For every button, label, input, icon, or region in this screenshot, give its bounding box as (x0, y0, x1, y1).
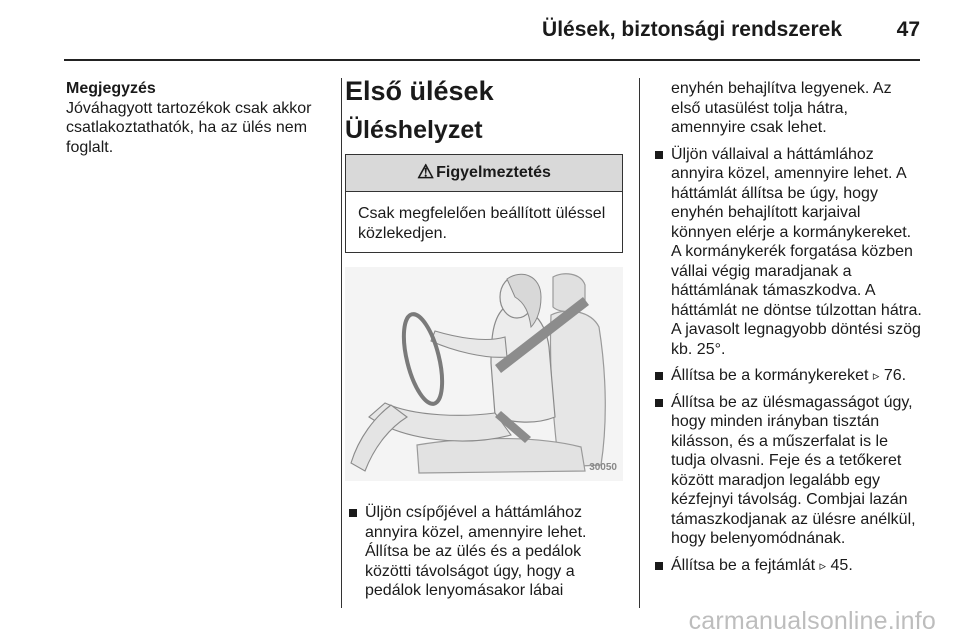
middle-column (345, 76, 625, 608)
warning-box (345, 154, 623, 253)
warning-triangle-icon: ⚠ (417, 162, 435, 184)
driver-seat-illustration (345, 267, 623, 481)
cross-reference-link[interactable]: 45. (830, 556, 853, 574)
list-item: Üljön vállaival a háttámlához annyira közel, amennyire lehet. A háttámlát állítsa be úgy, hogy enyhén behajlított karjaival könnyen elérje a kormánykereket. A kormánykerék forgatása közben vállai végig maradjanak a háttámlának támaszkodva. A háttámlát ne döntse túlzottan hátra. A javasolt legnagyobb döntési szög kb. 25°. (651, 145, 923, 360)
list-item (651, 556, 923, 576)
warning-header (346, 155, 622, 192)
header-title: Ülések, biztonsági rendszerek (542, 18, 842, 41)
list-item-text: Állítsa be a kormánykereket (671, 367, 869, 384)
warning-title: Figyelmeztetés (436, 164, 551, 182)
bullet-list-middle (345, 503, 625, 601)
watermark: carmanualsonline.info (688, 607, 936, 635)
header-rule (64, 59, 920, 61)
left-column (66, 79, 328, 157)
note-text: Jóváhagyott tartozékok csak akkor csatlakoztathatók, ha az ülés nem foglalt. (66, 99, 312, 156)
bullet-list-right (651, 79, 923, 575)
driver-seat-illustration-svg (345, 267, 623, 481)
list-item-text: Állítsa be a fejtámlát (671, 556, 816, 574)
list-item: Üljön csípőjével a háttámlához annyira közel, amennyire lehet. Állítsa be az ülés és a pedálok közötti távolságot úgy, hogy a pedálok lenyomásakor lábai (345, 503, 625, 601)
section-heading: Első ülések (345, 76, 494, 106)
section-subheading: Üléshelyzet (345, 116, 483, 144)
column-divider-left (341, 78, 342, 608)
list-item (651, 366, 923, 386)
list-item: Állítsa be az ülésmagasságot úgy, hogy minden irányban tisztán kilásson, és a műszerfalat is le tudja olvasni. Feje és a tetőkeret között maradjon legalább egy kézfejnyi távolság. Combjai lazán támaszkodjanak az ülésre anélkül, hogy belenyomódnának. (651, 393, 923, 549)
cross-reference-link[interactable]: 76. (883, 367, 907, 384)
list-item-continued: enyhén behajlítva legyenek. Az első utasülést tolja hátra, amennyire csak lehet. (671, 80, 892, 136)
cross-reference-arrow-icon: ▹ (819, 557, 827, 573)
figure-code: 30050 (589, 461, 617, 473)
right-column (651, 79, 923, 582)
column-divider-right (639, 78, 640, 608)
warning-text: Csak megfelelően beállított üléssel közlekedjen. (358, 205, 606, 242)
page-number: 47 (896, 18, 920, 41)
note-title: Megjegyzés (66, 80, 156, 97)
cross-reference-arrow-icon: ▹ (872, 368, 880, 383)
